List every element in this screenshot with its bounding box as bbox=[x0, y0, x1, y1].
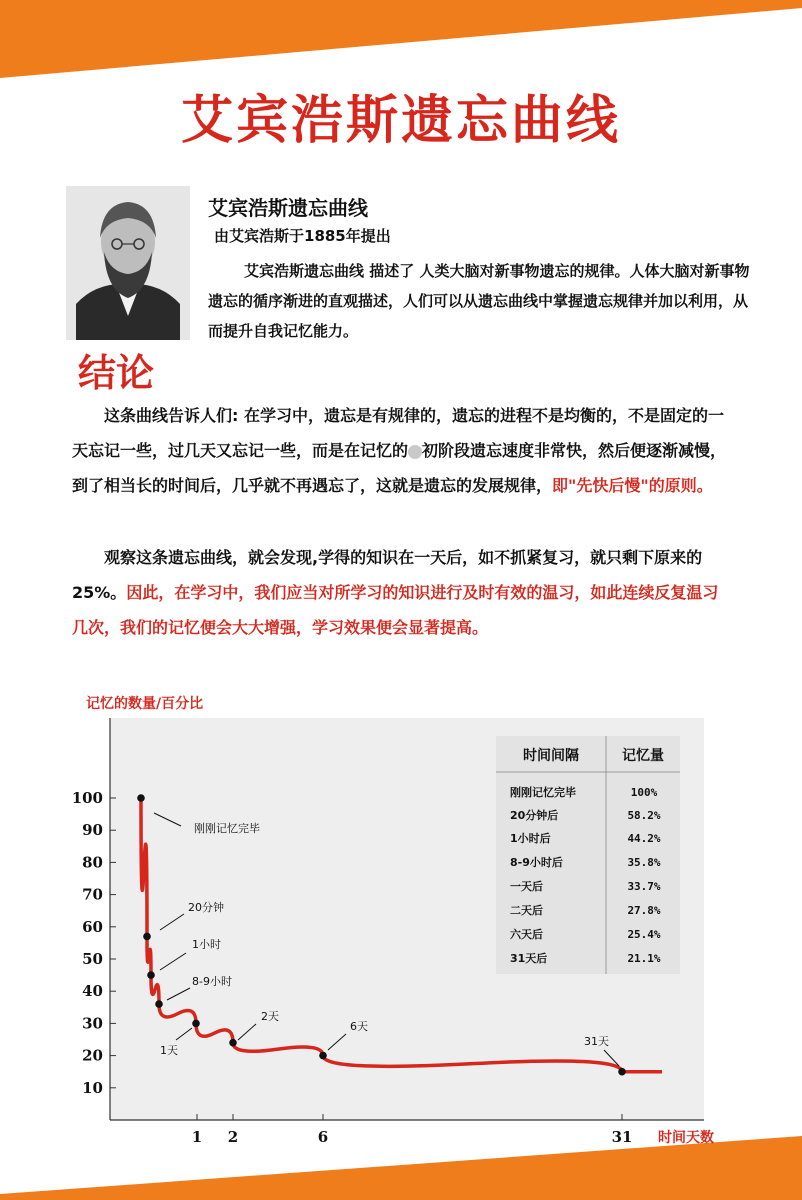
retention-table-amount: 27.8% bbox=[627, 904, 661, 917]
data-point-label: 刚刚记忆完毕 bbox=[194, 822, 260, 835]
conclusion-paragraph-2 bbox=[72, 540, 728, 645]
y-tick-label: 40 bbox=[82, 982, 103, 1001]
y-tick-label: 50 bbox=[82, 950, 103, 968]
retention-table-header: 记忆量 bbox=[622, 748, 664, 764]
x-tick-label: 6 bbox=[317, 1128, 329, 1146]
x-tick-label: 2 bbox=[227, 1128, 239, 1146]
retention-table-header: 时间间隔 bbox=[523, 748, 579, 764]
conclusion-p1-text-b: 初阶段遗忘速度非常快，然后便逐渐减慢，到了相当长的时间后，几乎就不再遇忘了，这就是遗忘的发展规律， bbox=[72, 441, 727, 495]
y-tick-label: 10 bbox=[82, 1078, 103, 1097]
data-point-label: 8-9小时 bbox=[192, 975, 232, 988]
conclusion-p2-highlight: 因此，在学习中，我们应当对所学习的知识进行及时有效的温习，如此连续反复温习几次，我们的记忆便会大大增强，学习效果便会显著提高。 bbox=[72, 583, 719, 637]
data-point-label: 31天 bbox=[584, 1035, 609, 1048]
data-point bbox=[229, 1039, 237, 1047]
retention-table-interval: 1小时后 bbox=[510, 832, 551, 845]
conclusion-p2-text: 观察这条遗忘曲线，就会发现,学得的知识在一天后，如不抓紧复习，就只剩下原来的25%。 bbox=[72, 548, 703, 602]
chart-x-axis-label: 时间天数 bbox=[658, 1130, 714, 1146]
retention-table-interval: 六天后 bbox=[510, 928, 543, 941]
retention-table-interval: 二天后 bbox=[510, 904, 543, 917]
data-point-label: 1小时 bbox=[192, 938, 221, 951]
y-tick-label: 70 bbox=[82, 885, 103, 904]
x-tick-label: 31 bbox=[611, 1128, 633, 1146]
data-point bbox=[192, 1020, 200, 1028]
retention-table-amount: 100% bbox=[630, 786, 658, 799]
data-point bbox=[618, 1068, 626, 1076]
y-tick-label: 60 bbox=[82, 917, 103, 936]
data-point bbox=[155, 1000, 163, 1008]
retention-table-interval: 8-9小时后 bbox=[510, 856, 563, 869]
retention-table-amount: 58.2% bbox=[627, 809, 661, 822]
print-smudge bbox=[408, 445, 422, 459]
intro-subtitle: 由艾宾浩斯于1885年提出 bbox=[214, 227, 391, 245]
conclusion-p1-highlight: 即"先快后慢"的原则。 bbox=[552, 476, 713, 495]
page-title: 艾宾浩斯遗忘曲线 bbox=[180, 91, 621, 151]
intro-description: 艾宾浩斯遗忘曲线 描述了 人类大脑对新事物遗忘的规律。人体大脑对新事物遗忘的循序渐进的直观描述，人们可以从遗忘曲线中掌握遗忘规律并加以利用，从而提升自我记忆能力。 bbox=[208, 262, 750, 340]
y-tick-label: 100 bbox=[71, 789, 103, 807]
intro-title: 艾宾浩斯遗忘曲线 bbox=[208, 196, 368, 220]
retention-table-interval: 20分钟后 bbox=[510, 809, 559, 822]
y-tick-label: 20 bbox=[82, 1046, 103, 1065]
conclusion-paragraph-1 bbox=[72, 398, 728, 503]
conclusion-p1-text-a: 这条曲线告诉人们: 在学习中，遗忘是有规律的，遗忘的进程不是均衡的，不是固定的一天忘记一些，过几天又忘记一些，而是在记忆的 bbox=[72, 406, 724, 460]
retention-table-amount: 44.2% bbox=[627, 832, 661, 845]
retention-table-interval: 刚刚记忆完毕 bbox=[510, 786, 576, 799]
retention-table-interval: 一天后 bbox=[510, 880, 543, 893]
data-point-label: 6天 bbox=[350, 1020, 368, 1033]
data-point-label: 1天 bbox=[160, 1044, 178, 1057]
data-point bbox=[143, 933, 151, 941]
x-tick-label: 1 bbox=[191, 1128, 203, 1146]
chart-y-axis-label: 记忆的数量/百分比 bbox=[86, 696, 204, 712]
ebbinghaus-portrait bbox=[66, 186, 190, 340]
conclusion-heading: 结论 bbox=[78, 351, 155, 395]
data-point bbox=[147, 971, 155, 979]
y-tick-label: 30 bbox=[82, 1014, 103, 1033]
data-point-label: 20分钟 bbox=[188, 901, 224, 914]
retention-table-amount: 21.1% bbox=[627, 952, 661, 965]
retention-table-amount: 33.7% bbox=[627, 880, 661, 893]
data-point bbox=[319, 1052, 327, 1060]
retention-table-interval: 31天后 bbox=[510, 952, 548, 965]
data-point-label: 2天 bbox=[261, 1010, 279, 1023]
y-tick-label: 80 bbox=[82, 853, 103, 872]
y-tick-label: 90 bbox=[82, 821, 103, 840]
top-orange-band bbox=[0, 0, 802, 80]
retention-table-amount: 35.8% bbox=[627, 856, 661, 869]
data-point bbox=[137, 794, 145, 802]
retention-table-amount: 25.4% bbox=[627, 928, 661, 941]
